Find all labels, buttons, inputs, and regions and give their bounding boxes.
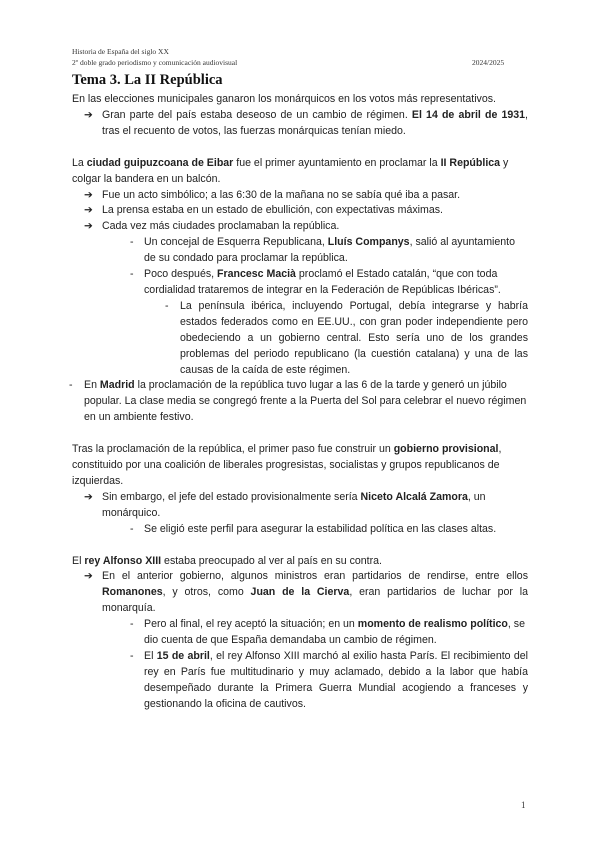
- list-item: ➔ En el anterior gobierno, algunos ministros eran partidarios de rendirse, entre ellos Romanones, y otros, como Juan de la Cierva, eran partidarios de luchar por la monarquía.: [84, 570, 528, 615]
- paragraph: El rey Alfonso XIII estaba preocupado al ver al país en su contra.: [72, 554, 382, 567]
- dash-marker: -: [130, 650, 134, 662]
- list-item: - La península ibérica, incluyendo Portugal, debía integrarse y habría estados federados como en EE.UU., con gran poder independiente pero obedeciendo a un gobierno central. Esto sería uno de los grandes problemas del periodo republicano (la cuestión catalana) y una de las causas de la caída de este régimen.: [165, 299, 528, 376]
- paragraph: Tras la proclamación de la república, el primer paso fue construir un gobierno provisional, constituido por una coalición de liberales progresistas, socialistas y grupos republicanos de izquierdas.: [72, 443, 502, 487]
- list-item: - Pero al final, el rey aceptó la situación; en un momento de realismo político, se dio cuenta de que España demandaba un cambio de régimen.: [130, 618, 525, 647]
- list-item: - En Madrid la proclamación de la república tuvo lugar a las 6 de la tarde y generó un júbilo popular. La clase media se congregó frente a la Puerta del Sol para celebrar el nuevo régimen en un ambiente festivo.: [69, 379, 527, 424]
- dash-marker: -: [69, 379, 73, 392]
- arrow-marker: ➔: [84, 204, 93, 217]
- list-item: - El 15 de abril, el rey Alfonso XIII marchó al exilio hasta París. El recibimiento del rey en París fue multitudinario y muy aclamado, debido a la labor que había desempeñado durante la Primera Guerra Mundial acogiendo a franceses y gestionando la oficina de cautivos.: [130, 650, 528, 710]
- list-item: - Poco después, Francesc Macià proclamó el Estado catalán, “que con toda cordialidad trataremos de integrar en la Federación de Repúblicas Ibéricas”.: [130, 268, 501, 296]
- arrow-marker: ➔: [84, 108, 93, 121]
- list-item: ➔ Gran parte del país estaba deseoso de un cambio de régimen. El 14 de abril de 1931, tras el recuento de votos, las fuerzas monárquicas tenían miedo.: [84, 108, 528, 137]
- arrow-marker: ➔: [84, 570, 93, 583]
- arrow-marker: ➔: [84, 220, 93, 233]
- header-course: Historia de España del siglo XX: [72, 47, 169, 56]
- paragraph: La ciudad guipuzcoana de Eibar fue el primer ayuntamiento en proclamar la II República y colgar la bandera en un balcón.: [72, 156, 509, 185]
- paragraph: En las elecciones municipales ganaron los monárquicos en los votos más representativos.: [72, 93, 496, 105]
- header-year: 2024/2025: [472, 58, 505, 67]
- dash-marker: -: [130, 268, 134, 281]
- page-title: Tema 3. La II República: [72, 72, 223, 88]
- list-item: ➔ Fue un acto simbólico; a las 6:30 de la mañana no se sabía qué iba a pasar.: [72, 188, 528, 204]
- arrow-marker: ➔: [84, 188, 93, 201]
- list-item: - Se eligió este perfil para asegurar la estabilidad política en las clases altas.: [72, 522, 528, 538]
- list-item: ➔ Cada vez más ciudades proclamaban la república.: [72, 219, 528, 235]
- arrow-marker: ➔: [84, 490, 93, 503]
- page-number: 1: [521, 800, 526, 810]
- document-body: [69, 92, 528, 713]
- header-degree: 2º doble grado periodismo y comunicación audiovisual: [72, 58, 238, 67]
- dash-marker: -: [130, 618, 134, 631]
- list-item: - Un concejal de Esquerra Republicana, Lluís Companys, salió al ayuntamiento de su condado para proclamar la república.: [130, 236, 515, 265]
- dash-marker: -: [165, 299, 169, 312]
- dash-marker: -: [130, 236, 134, 249]
- list-item: ➔ La prensa estaba en un estado de ebullición, con expectativas máximas.: [72, 203, 528, 219]
- dash-marker: -: [130, 522, 134, 535]
- list-item: ➔ Sin embargo, el jefe del estado provisionalmente sería Niceto Alcalá Zamora, un monárquico.: [84, 490, 486, 519]
